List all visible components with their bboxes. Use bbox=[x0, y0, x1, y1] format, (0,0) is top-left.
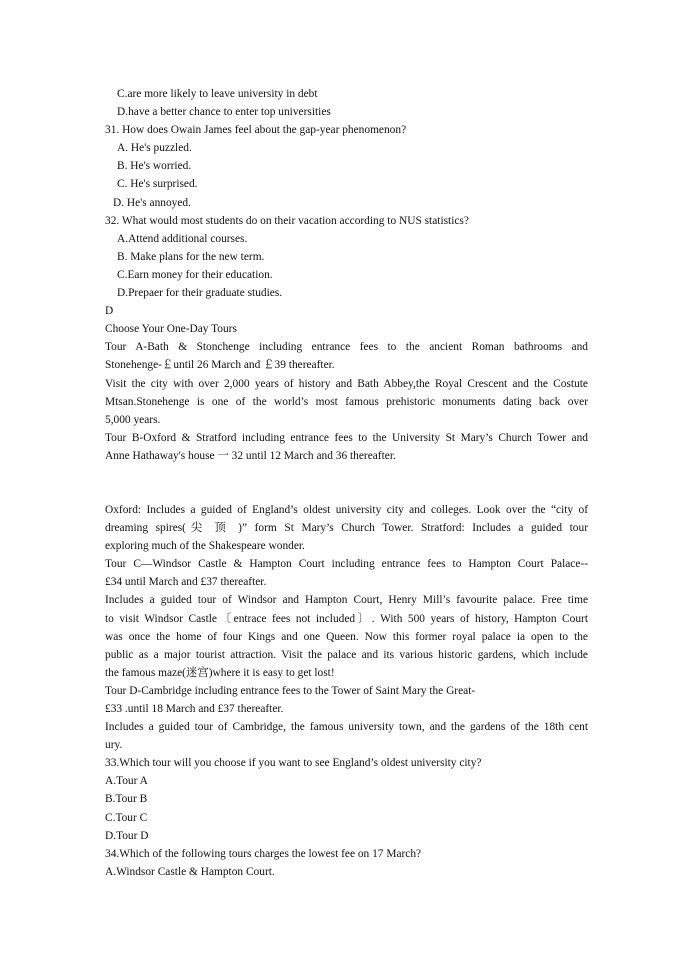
q32-option-a: A.Attend additional courses. bbox=[117, 232, 248, 245]
q31-option-d: D. He's annoyed. bbox=[113, 196, 191, 209]
q32-option-d: D.Prepaer for their graduate studies. bbox=[117, 287, 283, 300]
tour-a-desc-line1: Visit the city with over 2,000 years of history and Bath Abbey,the Royal Crescent and the Costute bbox=[105, 377, 588, 390]
q31-option-b: B. He's worried. bbox=[117, 160, 192, 173]
tour-b-desc-line2: dreaming spires(尖 顶 )” form St Mary’s Church Tower. Stratford: Includes a guided tour bbox=[105, 522, 588, 535]
tour-b-desc-line1: Oxford: Includes a guided of England’s oldest university city and colleges. Look over the “city of bbox=[105, 503, 588, 516]
tour-d-desc-line1: Includes a guided tour of Cambridge, the famous university town, and the gardens of the 18th cent bbox=[105, 721, 588, 734]
q31-option-c: C. He's surprised. bbox=[117, 178, 198, 191]
option-c-prev: C.are more likely to leave university in debt bbox=[117, 88, 318, 100]
tour-b-desc-line3: exploring much of the Shakespeare wonder. bbox=[105, 540, 305, 553]
tour-d-heading-line2: £33 .until 18 March and £37 thereafter. bbox=[105, 703, 284, 715]
question-31: 31. How does Owain James feel about the gap-year phenomenon? bbox=[105, 124, 407, 137]
tour-b-heading-line1: Tour B-Oxford & Stratford including entrance fees to the University St Mary’s Church Tower and bbox=[105, 431, 588, 444]
q34-option-a: A.Windsor Castle & Hampton Court. bbox=[105, 865, 275, 878]
tour-c-desc-line5: the famous maze(迷宫)where it is easy to get lost! bbox=[105, 666, 335, 679]
tour-c-heading-line2: £34 until March and £37 thereafter. bbox=[105, 576, 267, 589]
q32-option-b: B. Make plans for the new term. bbox=[117, 250, 265, 263]
q31-option-a: A. He's puzzled. bbox=[117, 142, 192, 155]
tour-c-desc-line3: was once the home of four Kings and one Queen. Now this former royal palace ia open to the bbox=[105, 630, 588, 643]
question-34: 34.Which of the following tours charges the lowest fee on 17 March? bbox=[105, 847, 422, 860]
tour-a-desc-line3: 5,000 years. bbox=[105, 413, 161, 426]
q33-option-a: A.Tour A bbox=[105, 775, 148, 788]
tour-c-desc-line4: public as a major tourist attraction. Visit the palace and its various historic gardens, which include bbox=[105, 648, 588, 661]
tour-d-desc-line2: ury. bbox=[105, 739, 123, 752]
tour-c-desc-line1: Includes a guided tour of Windsor and Hampton Court, Henry Mill’s favourite palace. Free time bbox=[105, 594, 588, 607]
tour-a-heading-line2: Stonehenge-￡until 26 March and ￡39 thereafter. bbox=[105, 359, 335, 372]
option-d-prev: D.have a better chance to enter top universities bbox=[117, 106, 331, 119]
section-letter: D bbox=[105, 305, 114, 318]
q33-option-b: B.Tour B bbox=[105, 793, 148, 806]
tour-d-heading-line1: Tour D-Cambridge including entrance fees to the Tower of Saint Mary the Great- bbox=[105, 684, 476, 697]
question-33: 33.Which tour will you choose if you want to see England’s oldest university city? bbox=[105, 757, 482, 770]
tour-c-heading-line1: Tour C—Windsor Castle & Hampton Court including entrance fees to Hampton Court Palace-- bbox=[105, 558, 588, 571]
tour-a-heading-line1: Tour A-Bath & Stonchenge including entrance fees to the ancient Roman bathrooms and bbox=[105, 341, 588, 354]
tour-b-heading-line2: Anne Hathaway's house 一 32 until 12 March and 36 thereafter. bbox=[105, 449, 396, 462]
question-32: 32. What would most students do on their vacation according to NUS statistics? bbox=[105, 214, 469, 227]
passage-title: Choose Your One-Day Tours bbox=[105, 323, 237, 336]
tour-c-desc-line2: to visit Windsor Castle〔entrace fees not included〕. With 500 years of history, Hampton Court bbox=[105, 612, 588, 625]
q33-option-c: C.Tour C bbox=[105, 811, 148, 824]
blank-spacer bbox=[105, 465, 588, 501]
q32-option-c: C.Earn money for their education. bbox=[117, 268, 273, 281]
q33-option-d: D.Tour D bbox=[105, 829, 149, 842]
tour-a-desc-line2: Mtsan.Stonehenge is one of the world’s most famous prehistoric monuments dating back over bbox=[105, 395, 588, 408]
